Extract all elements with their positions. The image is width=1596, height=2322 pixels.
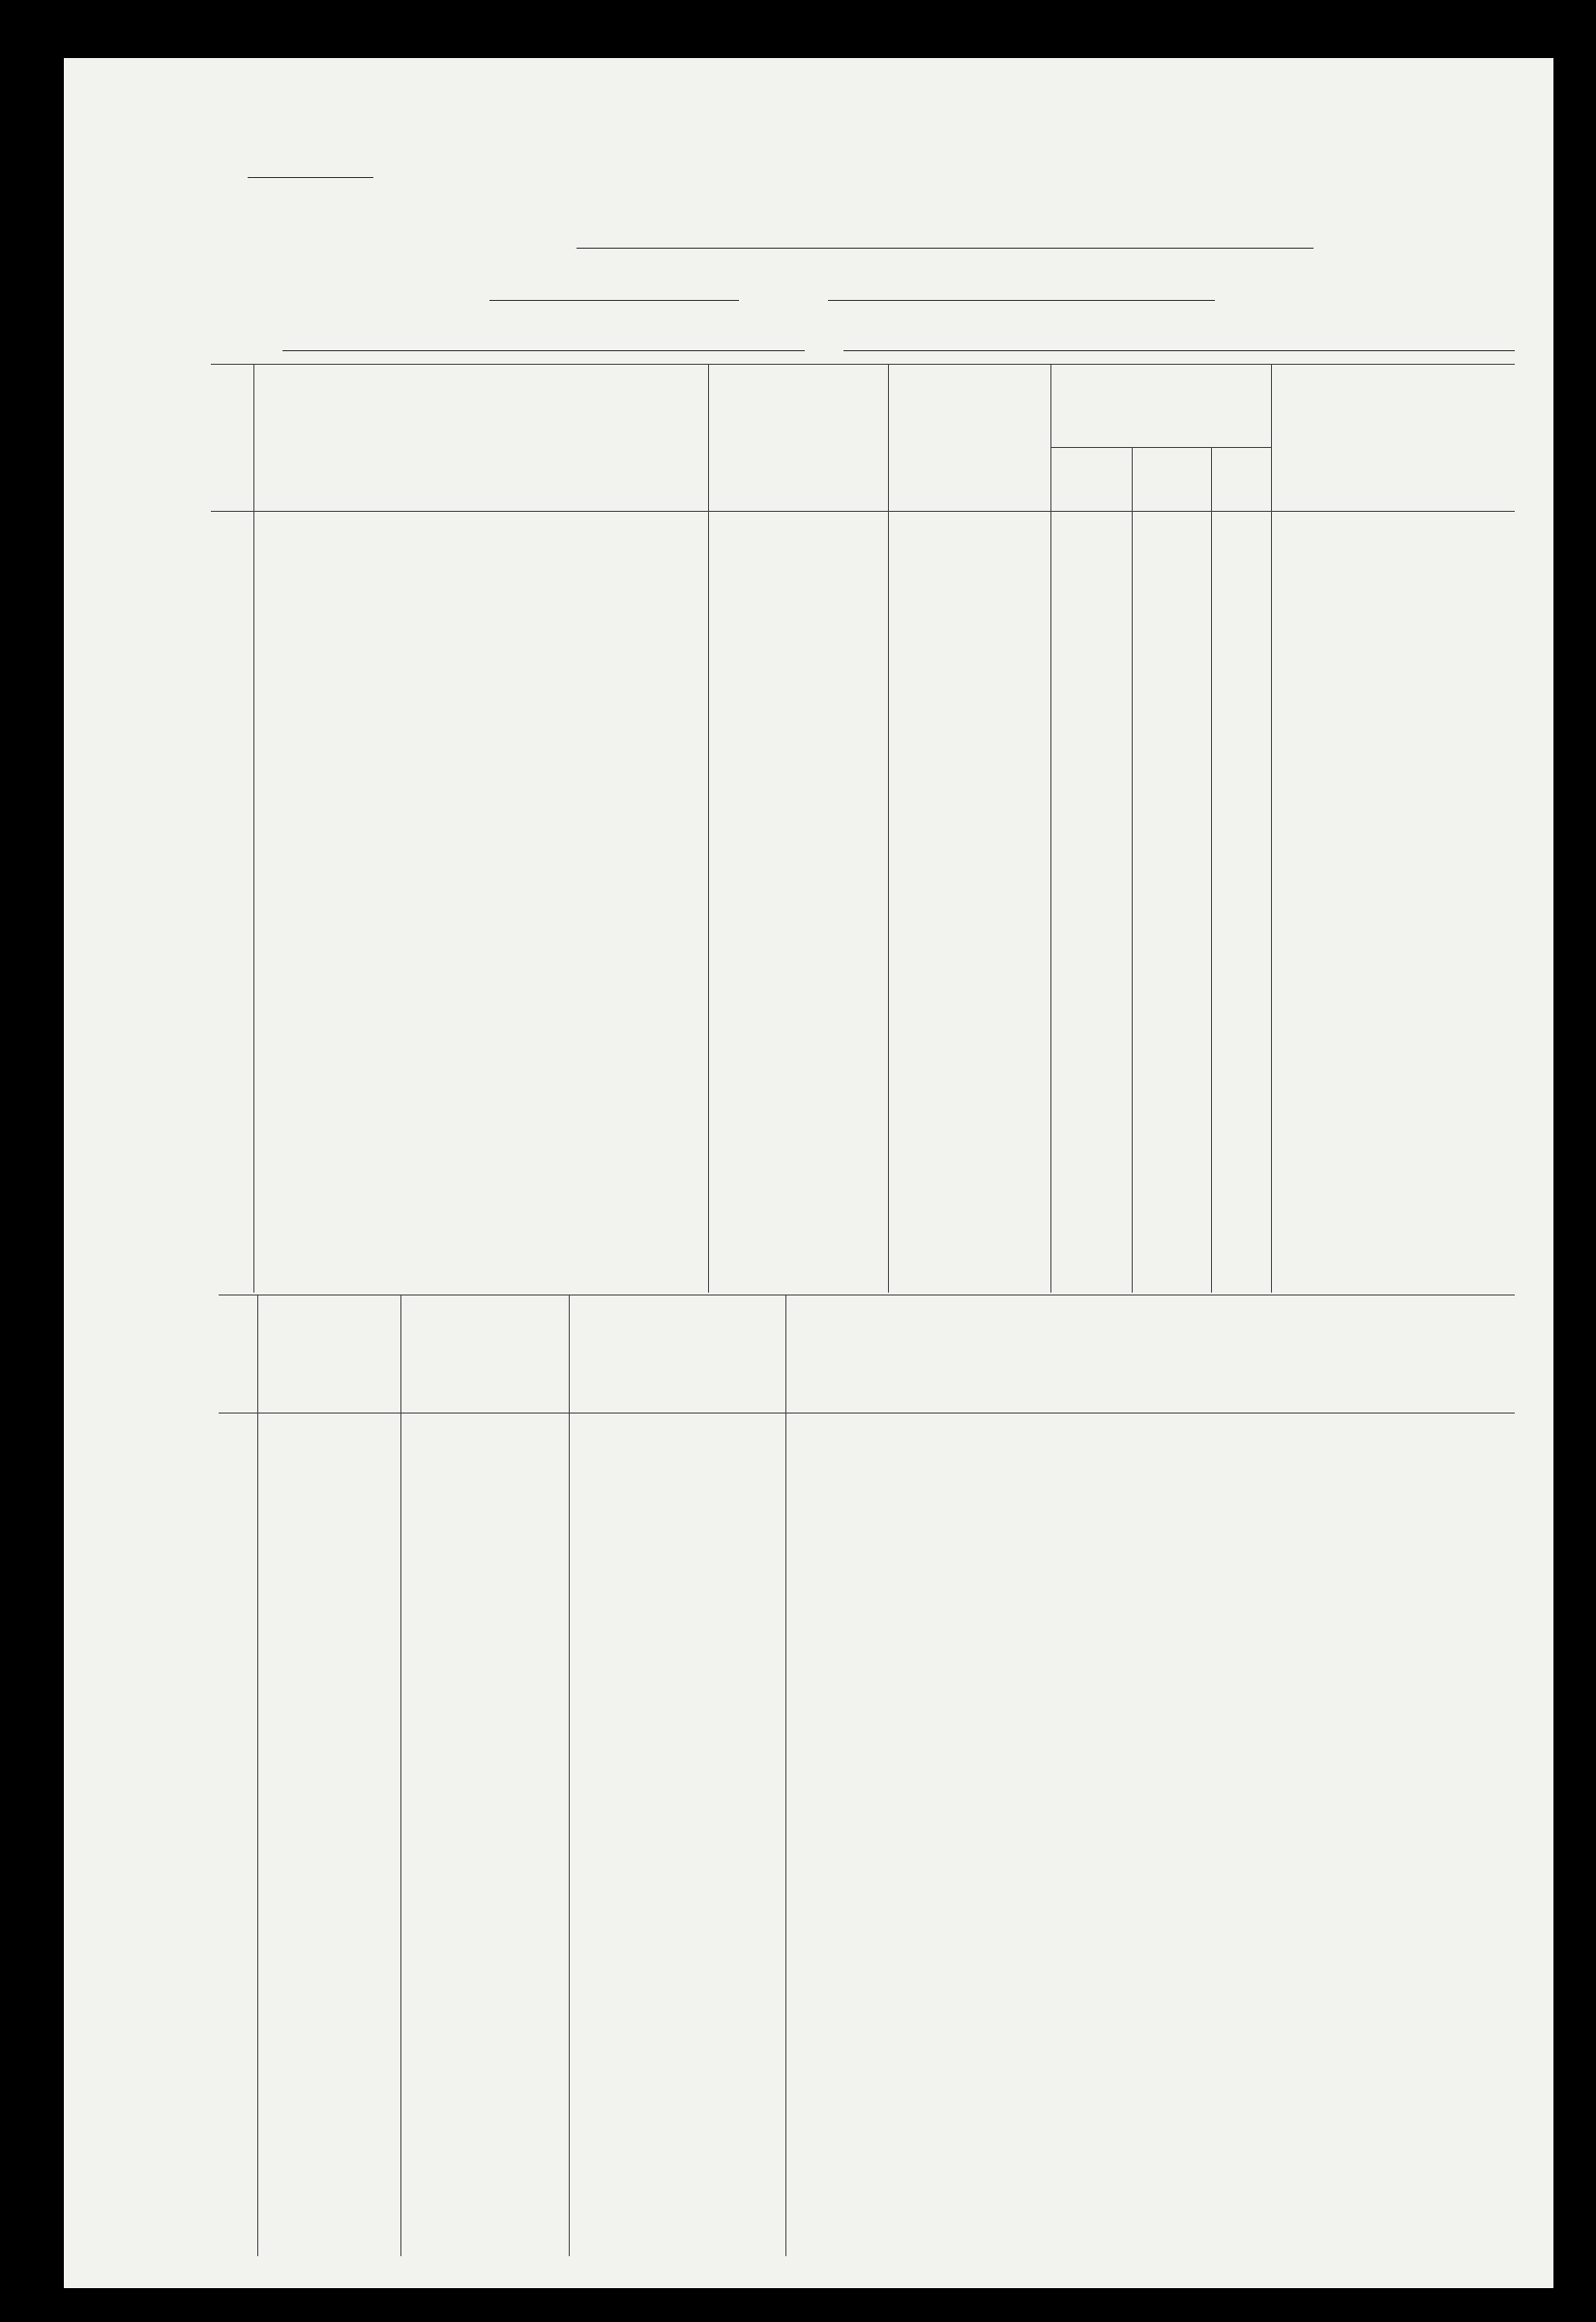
report-page [64, 58, 1553, 2288]
